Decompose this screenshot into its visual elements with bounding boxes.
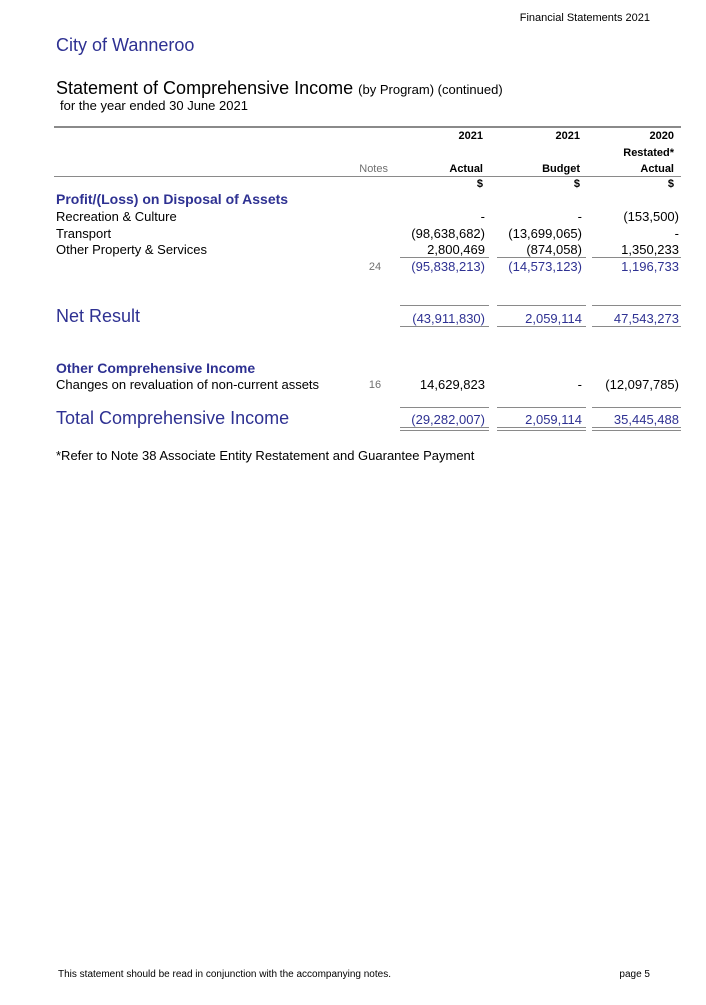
row-value: - bbox=[480, 209, 485, 224]
net-result-rule bbox=[497, 326, 586, 327]
total-double-rule bbox=[592, 427, 681, 428]
statement-period: for the year ended 30 June 2021 bbox=[60, 98, 248, 113]
restatement-footnote: *Refer to Note 38 Associate Entity Restatement and Guarantee Payment bbox=[56, 448, 475, 463]
total-ci-value: (29,282,007) bbox=[411, 412, 485, 427]
note-ref: 24 bbox=[368, 261, 382, 273]
total-rule bbox=[400, 407, 489, 408]
note-ref: 16 bbox=[368, 379, 382, 391]
notes-header: Notes bbox=[359, 163, 388, 175]
oci-value: - bbox=[577, 377, 582, 392]
table-top-rule bbox=[54, 126, 681, 128]
total-double-rule bbox=[400, 427, 489, 428]
total-ci-value: 35,445,488 bbox=[613, 412, 679, 427]
total-double-rule bbox=[400, 430, 489, 431]
row-value: (874,058) bbox=[526, 242, 582, 257]
subtotal-value: 1,196,733 bbox=[621, 259, 679, 274]
total-rule bbox=[497, 407, 586, 408]
col3-year: 2020 bbox=[649, 130, 674, 142]
row-value: - bbox=[577, 209, 582, 224]
total-double-rule bbox=[592, 430, 681, 431]
row-label: Transport bbox=[56, 226, 112, 241]
statement-title-sub: (by Program) (continued) bbox=[358, 82, 503, 97]
net-result-label: Net Result bbox=[56, 306, 141, 326]
header-rule bbox=[54, 176, 681, 177]
oci-value: 14,629,823 bbox=[419, 377, 485, 392]
statement-title bbox=[56, 78, 503, 99]
col3-unit: $ bbox=[667, 178, 674, 190]
col1-unit: $ bbox=[476, 178, 483, 190]
net-result-rule bbox=[497, 305, 586, 306]
col3-type: Actual bbox=[640, 163, 674, 175]
net-result-value: 47,543,273 bbox=[613, 311, 679, 326]
row-value: (98,638,682) bbox=[411, 226, 485, 241]
col2-year: 2021 bbox=[555, 130, 580, 142]
subtotal-rule bbox=[497, 257, 586, 258]
row-value: (13,699,065) bbox=[508, 226, 582, 241]
statement-title-main: Statement of Comprehensive Income bbox=[56, 78, 354, 98]
row-value: 1,350,233 bbox=[621, 242, 679, 257]
col1-type: Actual bbox=[449, 163, 483, 175]
subtotal-value: (14,573,123) bbox=[508, 259, 582, 274]
subtotal-rule bbox=[400, 257, 489, 258]
net-result-value: (43,911,830) bbox=[412, 311, 485, 326]
col2-unit: $ bbox=[573, 178, 580, 190]
report-name: Financial Statements 2021 bbox=[519, 12, 650, 24]
oci-value: (12,097,785) bbox=[605, 377, 679, 392]
subtotal-value: (95,838,213) bbox=[411, 259, 485, 274]
total-rule bbox=[592, 407, 681, 408]
total-double-rule bbox=[497, 427, 586, 428]
col1-year: 2021 bbox=[458, 130, 483, 142]
total-ci-label: Total Comprehensive Income bbox=[56, 408, 290, 428]
net-result-rule bbox=[592, 326, 681, 327]
oci-row-label: Changes on revaluation of non-current assets bbox=[56, 377, 320, 392]
net-result-rule bbox=[400, 326, 489, 327]
row-value: 2,800,469 bbox=[427, 242, 485, 257]
page-number: page 5 bbox=[619, 969, 650, 980]
col2-type: Budget bbox=[542, 163, 580, 175]
net-result-rule bbox=[592, 305, 681, 306]
subtotal-rule bbox=[592, 257, 681, 258]
col3-restated: Restated* bbox=[623, 147, 674, 159]
organisation-name: City of Wanneroo bbox=[56, 35, 195, 55]
row-value: - bbox=[674, 226, 679, 241]
total-double-rule bbox=[497, 430, 586, 431]
disposal-heading: Profit/(Loss) on Disposal of Assets bbox=[56, 191, 289, 207]
net-result-value: 2,059,114 bbox=[525, 311, 582, 326]
row-label: Other Property & Services bbox=[56, 242, 207, 257]
row-label: Recreation & Culture bbox=[56, 209, 177, 224]
footer-note: This statement should be read in conjunction with the accompanying notes. bbox=[58, 969, 391, 980]
total-ci-value: 2,059,114 bbox=[525, 412, 582, 427]
oci-heading: Other Comprehensive Income bbox=[56, 360, 256, 376]
row-value: (153,500) bbox=[623, 209, 679, 224]
net-result-rule bbox=[400, 305, 489, 306]
